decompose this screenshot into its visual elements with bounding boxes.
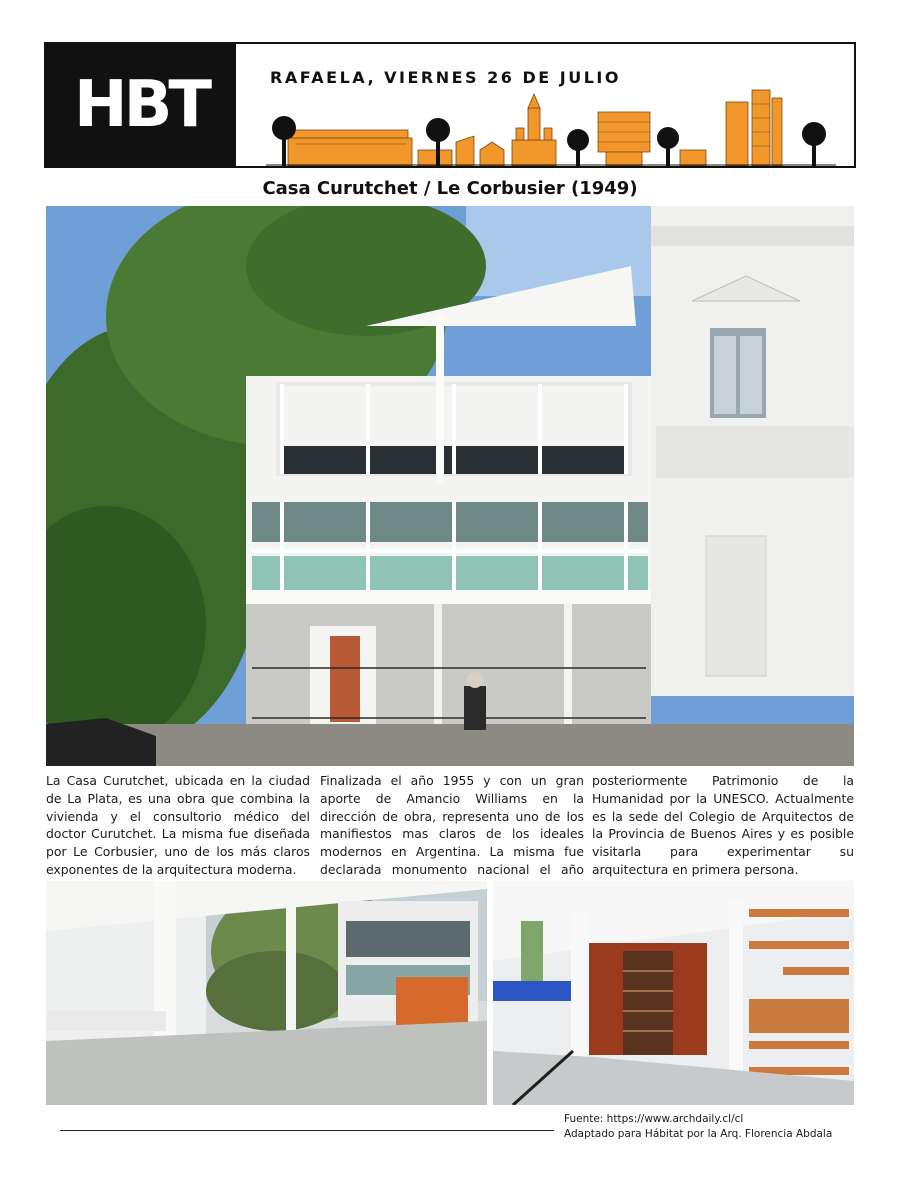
article-column-2: Finalizada el año 1955 y con un gran aporte de Amancio Williams en la dirección de obra, representa uno de los manifiestos mas claros de los ideales modernos en Argentina. La misma fue declarada monumento nacional el año xyxy=(320,773,584,877)
divider-rule xyxy=(60,1130,554,1131)
logo-text: HBT xyxy=(74,68,208,142)
article-column-3: posteriormente Patrimonio de la Humanidad por la UNESCO. Actualmente es la sede del Colegio de Arquitectos de la Provincia de Buenos Aires y es posible visitarla para experimentar su arquitectura en primera persona. xyxy=(592,773,854,877)
city-skyline-illustration xyxy=(236,84,854,166)
masthead-banner xyxy=(236,44,854,166)
dateline: RAFAELA, VIERNES 26 DE JULIO xyxy=(270,68,621,87)
article-column-1: La Casa Curutchet, ubicada en la ciudad de La Plata, es una obra que combina la vivienda y el consultorio médico del doctor Curutchet. La misma fue diseñada por Le Corbusier, uno de los más claros exponentes de la arquitectura moderna. xyxy=(46,773,310,877)
article-title: Casa Curutchet / Le Corbusier (1949) xyxy=(262,178,638,199)
adapted-line: Adaptado para Hábitat por la Arq. Florencia Abdala xyxy=(564,1128,833,1140)
credits xyxy=(564,1112,832,1142)
source-line: Fuente: https://www.archdaily.cl/cl xyxy=(564,1113,744,1125)
photo-terrace xyxy=(46,881,487,1105)
photo-interior xyxy=(493,881,854,1105)
logo xyxy=(46,44,236,166)
main-photo-facade xyxy=(46,206,854,766)
masthead xyxy=(44,42,856,168)
